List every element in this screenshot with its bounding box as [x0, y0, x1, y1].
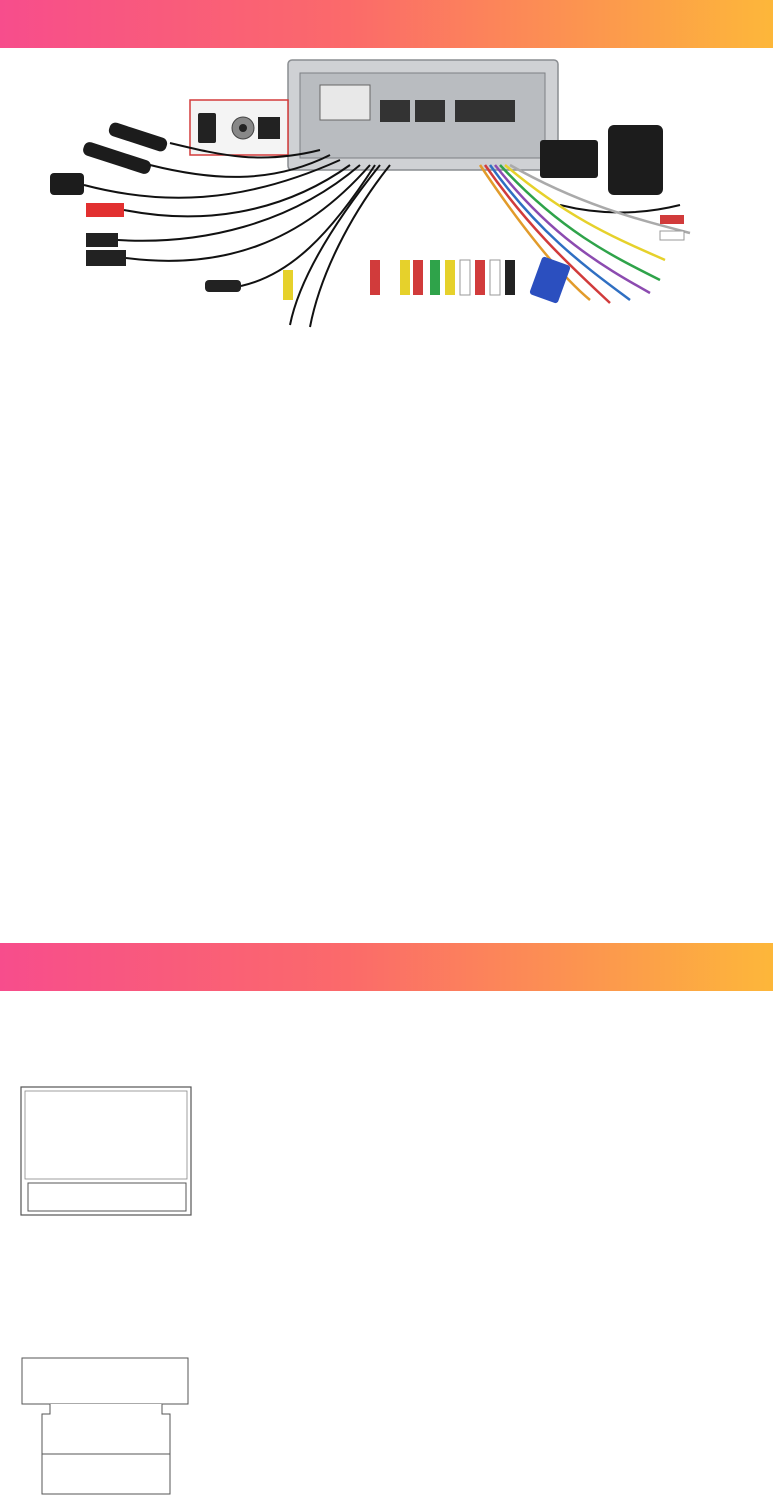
- canbus-box: [540, 140, 598, 178]
- port-block-1: [380, 100, 410, 122]
- iso-wiring-harness-connector: [608, 125, 663, 195]
- aux-in-r-plug: [660, 215, 684, 224]
- wiring-diagram-banner: [0, 0, 773, 48]
- hdmi-port-icon: [198, 113, 216, 143]
- port-block-3: [455, 100, 515, 122]
- usb-port-2: [86, 233, 118, 247]
- iso-connector-a-b: [20, 1086, 192, 1216]
- usb-port-3: [86, 250, 126, 266]
- port-block-2: [415, 100, 445, 122]
- 4g-antenna-2: [82, 141, 153, 176]
- aux-in-l-plug: [660, 231, 684, 240]
- optical-port-icon: [258, 117, 280, 139]
- 4g-antenna-1: [107, 121, 168, 153]
- iso-connector-d-e-f: [20, 1356, 192, 1498]
- iso-harness-banner: [0, 943, 773, 991]
- head-unit-label: [320, 85, 370, 120]
- gps-antenna: [50, 173, 84, 195]
- 4g-sim-card-slot: [529, 256, 571, 304]
- radio-antenna-port: [205, 280, 241, 292]
- usb-port-1: [86, 203, 124, 217]
- wiring-diagram-illustration: [0, 55, 773, 360]
